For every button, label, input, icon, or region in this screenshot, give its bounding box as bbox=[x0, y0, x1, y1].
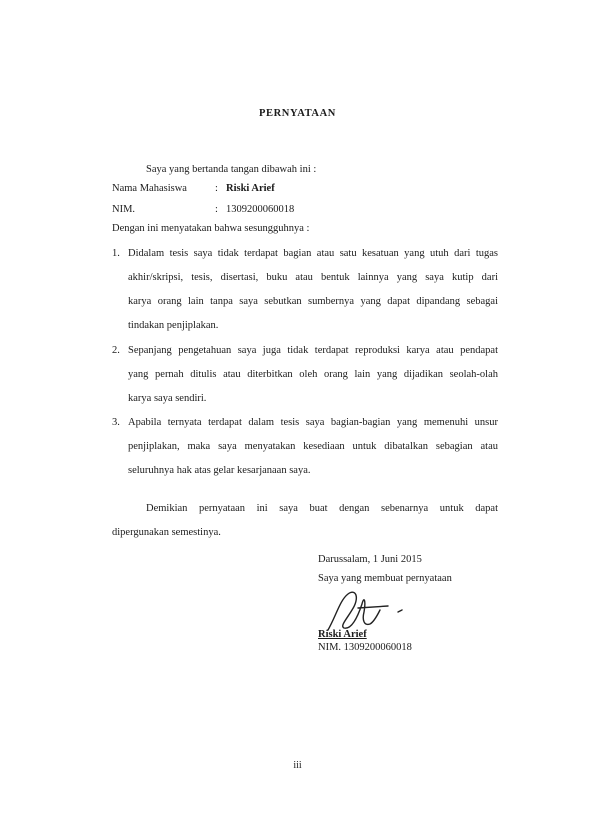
item-line: karya orang lain tanpa saya sebutkan sumbernya yang dapat dipandang sebagai bbox=[128, 296, 498, 307]
item-line: yang pernah ditulis atau diterbitkan oleh orang lain yang dijadikan seolah-olah bbox=[128, 369, 498, 380]
item-number: 3. bbox=[112, 417, 120, 428]
field-label-nim: NIM. bbox=[112, 204, 136, 215]
closing-line: dipergunakan semestinya. bbox=[112, 527, 221, 538]
item-number: 1. bbox=[112, 248, 120, 259]
field-label-name: Nama Mahasiswa bbox=[112, 183, 187, 194]
item-line: seluruhnya hak atas gelar kesarjanaan saya. bbox=[128, 465, 311, 476]
document-title: PERNYATAAN bbox=[259, 108, 336, 119]
item-line: karya saya sendiri. bbox=[128, 393, 207, 404]
field-sep-name: : bbox=[215, 183, 218, 194]
field-sep-nim: : bbox=[215, 204, 218, 215]
signer-name: Riski Arief bbox=[318, 629, 367, 640]
item-line: tindakan penjiplakan. bbox=[128, 320, 219, 331]
item-line: akhir/skripsi, tesis, disertasi, buku atau bentuk lainnya yang saya kutip dari bbox=[128, 272, 498, 283]
field-value-name: Riski Arief bbox=[226, 183, 275, 194]
item-line: Didalam tesis saya tidak terdapat bagian atau satu kesatuan yang utuh dari tugas bbox=[128, 248, 498, 259]
closing-line: Demikian pernyataan ini saya buat dengan sebenarnya untuk dapat bbox=[146, 503, 498, 514]
signer-nim: NIM. 1309200060018 bbox=[318, 642, 412, 653]
field-value-nim: 1309200060018 bbox=[226, 204, 295, 215]
item-line: Apabila ternyata terdapat dalam tesis saya bagian-bagian yang memenuhi unsur bbox=[128, 417, 498, 428]
statement-lead: Dengan ini menyatakan bahwa sesungguhnya : bbox=[112, 223, 310, 234]
item-number: 2. bbox=[112, 345, 120, 356]
intro-text: Saya yang bertanda tangan dibawah ini : bbox=[146, 164, 317, 175]
place-date: Darussalam, 1 Juni 2015 bbox=[318, 554, 422, 565]
item-line: Sepanjang pengetahuan saya juga tidak terdapat reproduksi karya atau pendapat bbox=[128, 345, 498, 356]
item-line: penjiplakan, maka saya menyatakan kesediaan untuk dibatalkan sebagian atau bbox=[128, 441, 498, 452]
page-number: iii bbox=[293, 760, 302, 771]
signer-caption: Saya yang membuat pernyataan bbox=[318, 573, 452, 584]
